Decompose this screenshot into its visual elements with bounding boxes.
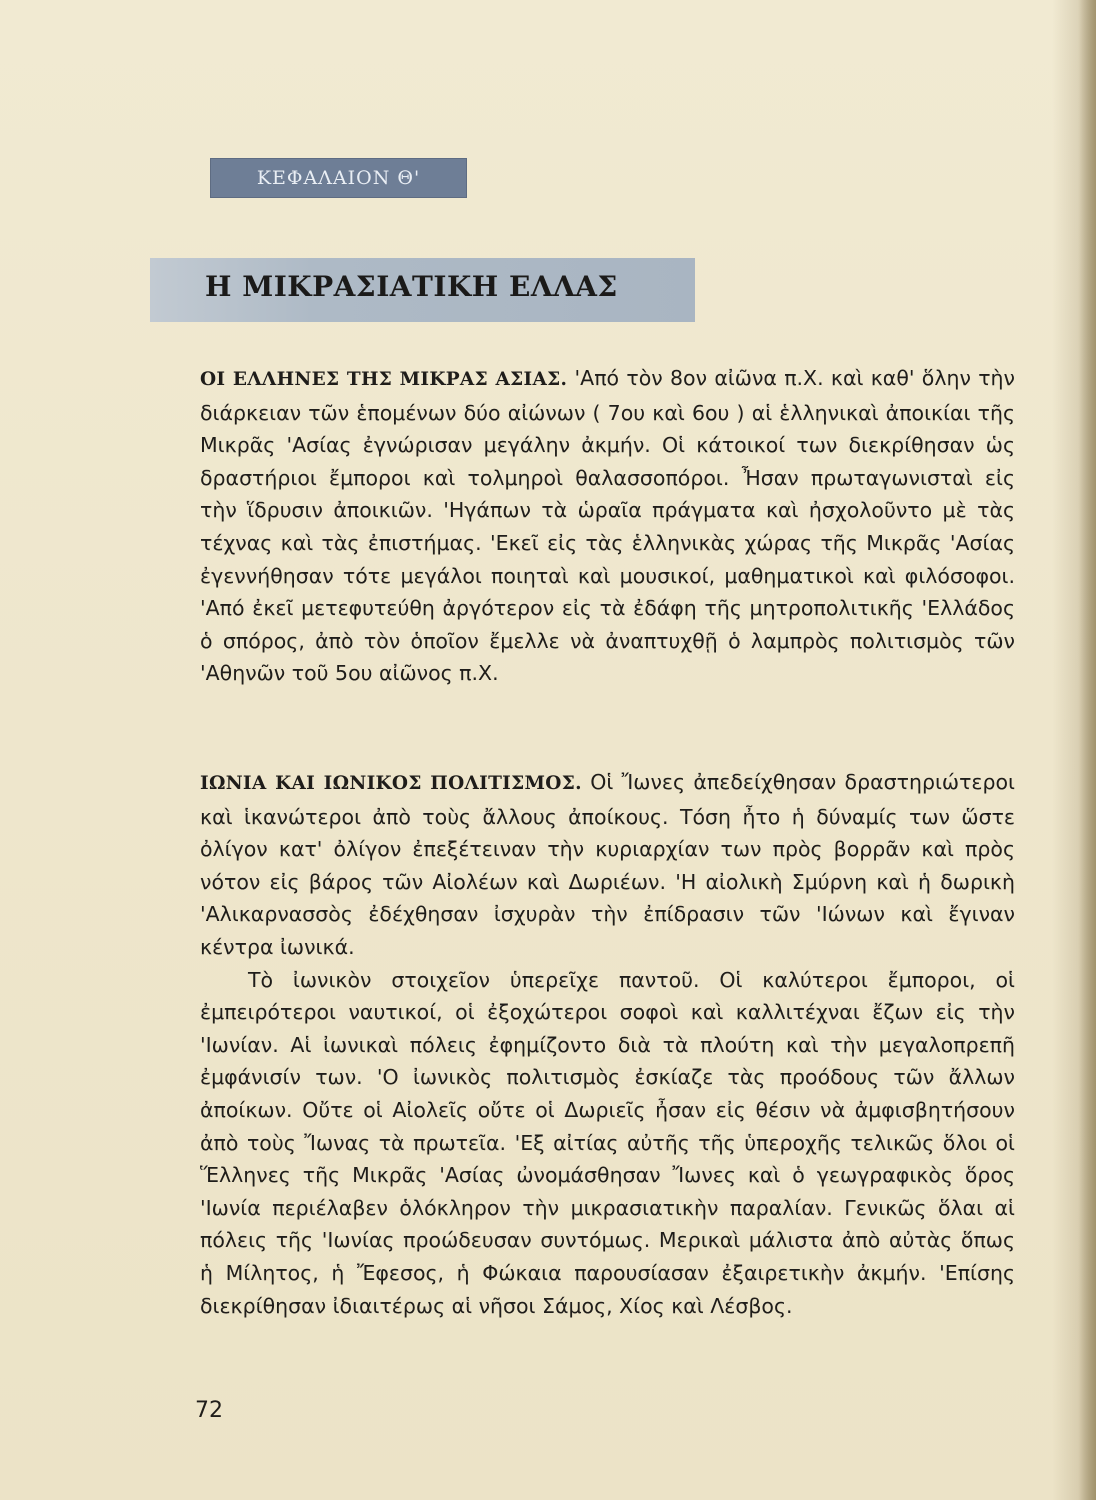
section-paragraph [200,362,1015,690]
chapter-label-box [210,158,467,198]
chapter-label: ΚΕΦΑΛΑΙΟΝ Θ' [256,167,421,189]
section-text-2: Τὸ ἰωνικὸν στοιχεῖον ὑπερεῖχε παντοῦ. Οἱ καλύτεροι ἔμποροι, οἱ ἐμπειρότεροι ναυτικοί, οἱ ἐξοχώτεροι σοφοὶ καὶ καλλιτέχναι ἔζων εἰς τὴν 'Ιωνίαν. Αἱ ἰωνικαὶ πόλεις ἐφημίζοντο διὰ τὰ πλούτη καὶ τὴν μεγαλοπρεπῆ ἐμφάνισίν των. 'Ο ἰωνικὸς πολιτισμὸς ἐσκίαζε τὰς προόδους τῶν ἄλλων ἀποίκων. Οὔτε οἱ Αἰολεῖς οὔτε οἱ Δωριεῖς ἦσαν εἰς θέσιν νὰ ἀμφισβητήσουν ἀπὸ τοὺς Ἴωνας τὰ πρωτεῖα. 'Εξ αἰτίας αὐτῆς τῆς ὑπεροχῆς τελικῶς ὅλοι οἱ Ἕλληνες τῆς Μικρᾶς 'Ασίας ὠνομάσθησαν Ἴωνες καὶ ὁ γεωγραφικὸς ὅρος 'Ιωνία περιέλαβεν ὁλόκληρον τὴν μικρασιατικὴν παραλίαν. Γενικῶς ὅλαι αἱ πόλεις τῆς 'Ιωνίας προώδευσαν συντόμως. Μερικαὶ μάλιστα ἀπὸ αὐτὰς ὅπως ἡ Μίλητος, ἡ Ἔφεσος, ἡ Φώκαια παρουσίασαν ἐξαιρετικὴν ἀκμήν. 'Επίσης διεκρίθησαν ἰδιαιτέρως αἱ νῆσοι Σάμος, Χίος καὶ Λέσβος. [200,967,1015,1318]
section-paragraph-2 [200,964,1015,1323]
page-number: 72 [195,1398,223,1423]
page-title: Η ΜΙΚΡΑΣΙΑΤΙΚΗ ΕΛΛΑΣ [205,270,618,303]
section-text: 'Από τὸν 8ον αἰῶνα π.Χ. καὶ καθ' ὅλην τὴν διάρκειαν τῶν ἑπομένων δύο αἰώνων ( 7ου καὶ 6ου ) αἱ ἑλληνικαὶ ἀποικίαι τῆς Μικρᾶς 'Ασίας ἐγνώρισαν μεγάλην ἀκμήν. Οἱ κάτοικοί των διεκρίθησαν ὡς δραστήριοι ἔμποροι καὶ τολμηροὶ θαλασσοπόροι. Ἦσαν πρωταγωνισταὶ εἰς τὴν ἵδρυσιν ἀποικιῶν. 'Ηγάπων τὰ ὡραῖα πράγματα καὶ ἠσχολοῦντο μὲ τὰς τέχνας καὶ τὰς ἐπιστήμας. 'Εκεῖ εἰς τὰς ἑλληνικὰς χώρας τῆς Μικρᾶς 'Ασίας ἐγεννήθησαν τότε μεγάλοι ποιηταὶ καὶ μουσικοί, μαθηματικοὶ καὶ φιλόσοφοι. 'Από ἐκεῖ μετεφυτεύθη ἀργότερον εἰς τὰ ἐδάφη τῆς μητροπολιτικῆς 'Ελλάδος ὁ σπόρος, ἀπὸ τὸν ὁποῖον ἔμελλε νὰ ἀναπτυχθῇ ὁ λαμπρὸς πολιτισμὸς τῶν 'Αθηνῶν τοῦ 5ου αἰῶνος π.Χ. [200,366,1015,686]
section-heading: ΟΙ ΕΛΛΗΝΕΣ ΤΗΣ ΜΙΚΡΑΣ ΑΣΙΑΣ. [200,369,568,390]
section-text: Οἱ Ἴωνες ἀπεδείχθησαν δραστηριώτεροι καὶ ἱκανώτεροι ἀπὸ τοὺς ἄλλους ἀποίκους. Τόση ἦτο ἡ δύναμίς των ὥστε ὀλίγον κατ' ὀλίγον ἐπεξέτειναν τὴν κυριαρχίαν των πρὸς βορρᾶν καὶ πρὸς νότον εἰς βάρος τῶν Αἰολέων καὶ Δωριέων. 'Η αἰολικὴ Σμύρνη καὶ ἡ δωρικὴ 'Αλικαρνασσὸς ἐδέχθησαν ἰσχυρὰν τὴν ἐπίδρασιν τῶν 'Ιώνων καὶ ἔγιναν κέντρα ἰωνικά. [200,770,1015,959]
page-edge-shadow [1078,0,1096,1500]
section-paragraph [200,766,1015,964]
section-heading: ΙΩΝΙΑ ΚΑΙ ΙΩΝΙΚΟΣ ΠΟΛΙΤΙΣΜΟΣ. [200,773,582,794]
section-greeks-of-asia-minor [200,362,1015,690]
section-ionia [200,766,1015,1322]
